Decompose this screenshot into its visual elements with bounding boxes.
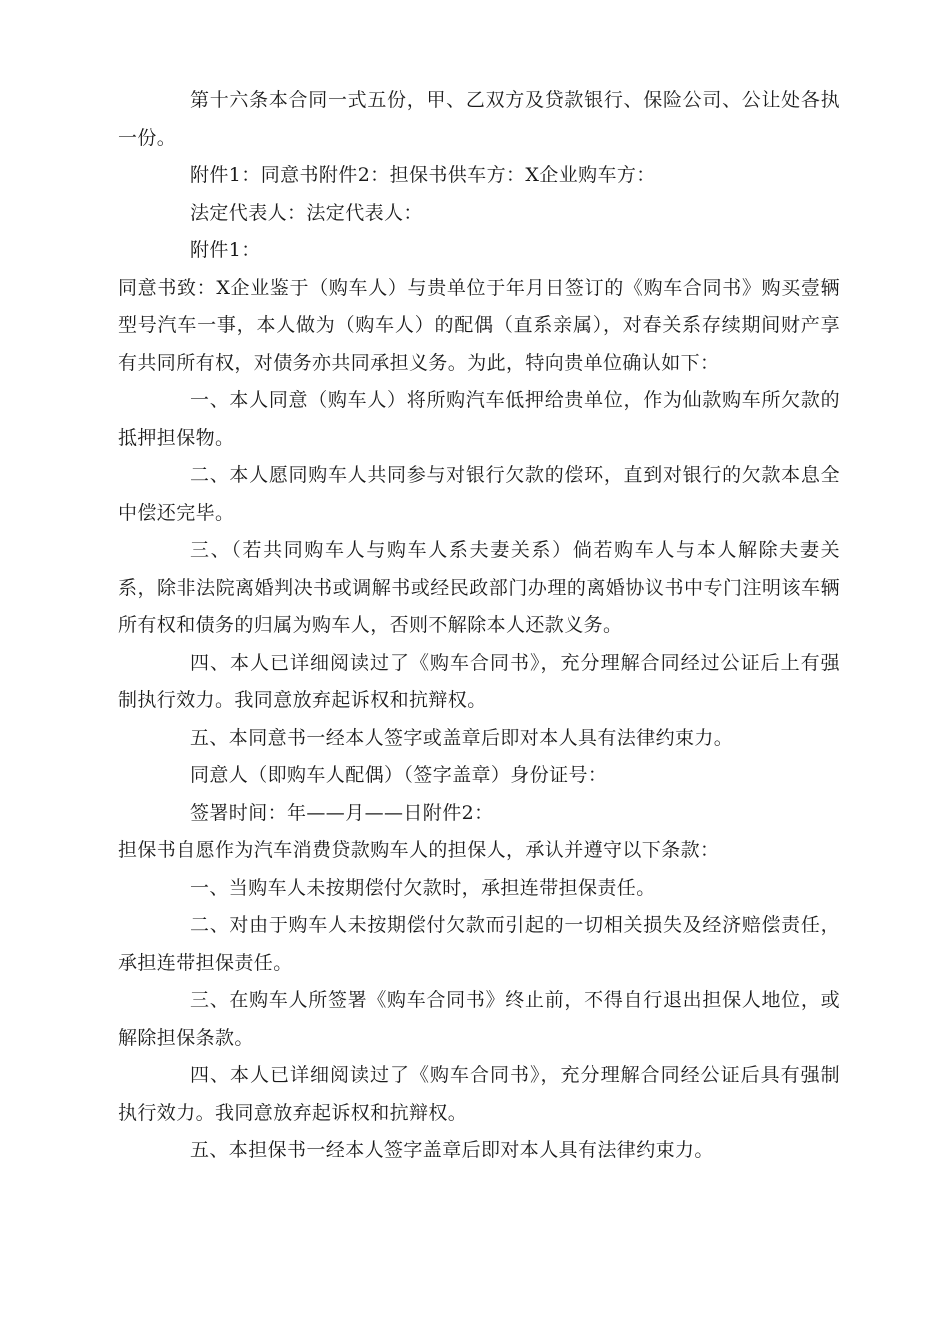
- paragraph-attachment-1-heading: 附件1：: [190, 239, 261, 261]
- paragraph-consent-item-2: 二、本人愿同购车人共同参与对银行欠款的偿环，直到对银行的欠款本息全中偿还完毕。: [118, 464, 840, 524]
- paragraph-guarantee-item-3: 三、在购车人所签署《购车合同书》终止前，不得自行退出担保人地位，或解除担保条款。: [118, 989, 840, 1049]
- paragraph-signing-date: 签署时间：年——月——日附件2：: [190, 801, 494, 824]
- paragraph-guarantee-item-2: 二、对由于购车人未按期偿付欠款而引起的一切相关损失及经济赔偿责任，承担连带担保责任。: [118, 914, 840, 974]
- paragraph-guarantee-item-4: 四、本人已详细阅读过了《购车合同书》，充分理解合同经公证后具有强制执行效力。我同意放弃起诉权和抗辩权。: [118, 1064, 840, 1124]
- paragraph-guarantee-item-5: 五、本担保书一经本人签字盖章后即对本人具有法律约束力。: [190, 1139, 714, 1161]
- paragraph-legal-representatives: 法定代表人：法定代表人：: [190, 201, 423, 224]
- paragraph-consent-item-4: 四、本人已详细阅读过了《购车合同书》，充分理解合同经过公证后上有强制执行效力。我同意放弃起诉权和抗辩权。: [118, 651, 840, 711]
- paragraph-guarantee-item-1: 一、当购车人未按期偿付欠款时，承担连带担保责任。: [190, 876, 656, 899]
- paragraph-article-16: 第十六条本合同一式五份，甲、乙双方及贷款银行、保险公司、公让处各执一份。: [118, 89, 840, 149]
- paragraph-consent-intro: 同意书致：X企业鉴于（购车人）与贵单位于年月日签订的《购车合同书》购买壹辆型号汽车一事，本人做为（购车人）的配偶（直系亲属），对春关系存续期间财产享有共同所有权，对债务亦共同承担义务。为此，特向贵单位确认如下：: [118, 276, 840, 374]
- paragraph-attachments-parties: 附件1：同意书附件2：担保书供车方：X企业购车方：: [190, 164, 656, 186]
- paragraph-consent-item-1: 一、本人同意（购车人）将所购汽车低押给贵单位，作为仙款购车所欠款的抵押担保物。: [118, 389, 840, 449]
- document-body: [118, 82, 840, 1170]
- paragraph-consenter-signature: 同意人（即购车人配偶）（签字盖章）身份证号：: [190, 764, 608, 786]
- paragraph-guarantee-intro: 担保书自愿作为汽车消费贷款购车人的担保人，承认并遵守以下条款：: [118, 839, 720, 861]
- paragraph-consent-item-5: 五、本同意书一经本人签字或盖章后即对本人具有法律约束力。: [190, 726, 734, 749]
- paragraph-consent-item-3: 三、（若共同购车人与购车人系夫妻关系）倘若购车人与本人解除夫妻关系，除非法院离婚判决书或调解书或经民政部门办理的离婚协议书中专门注明该车辆所有权和债务的归属为购车人，否则不解除本人还款义务。: [118, 539, 840, 636]
